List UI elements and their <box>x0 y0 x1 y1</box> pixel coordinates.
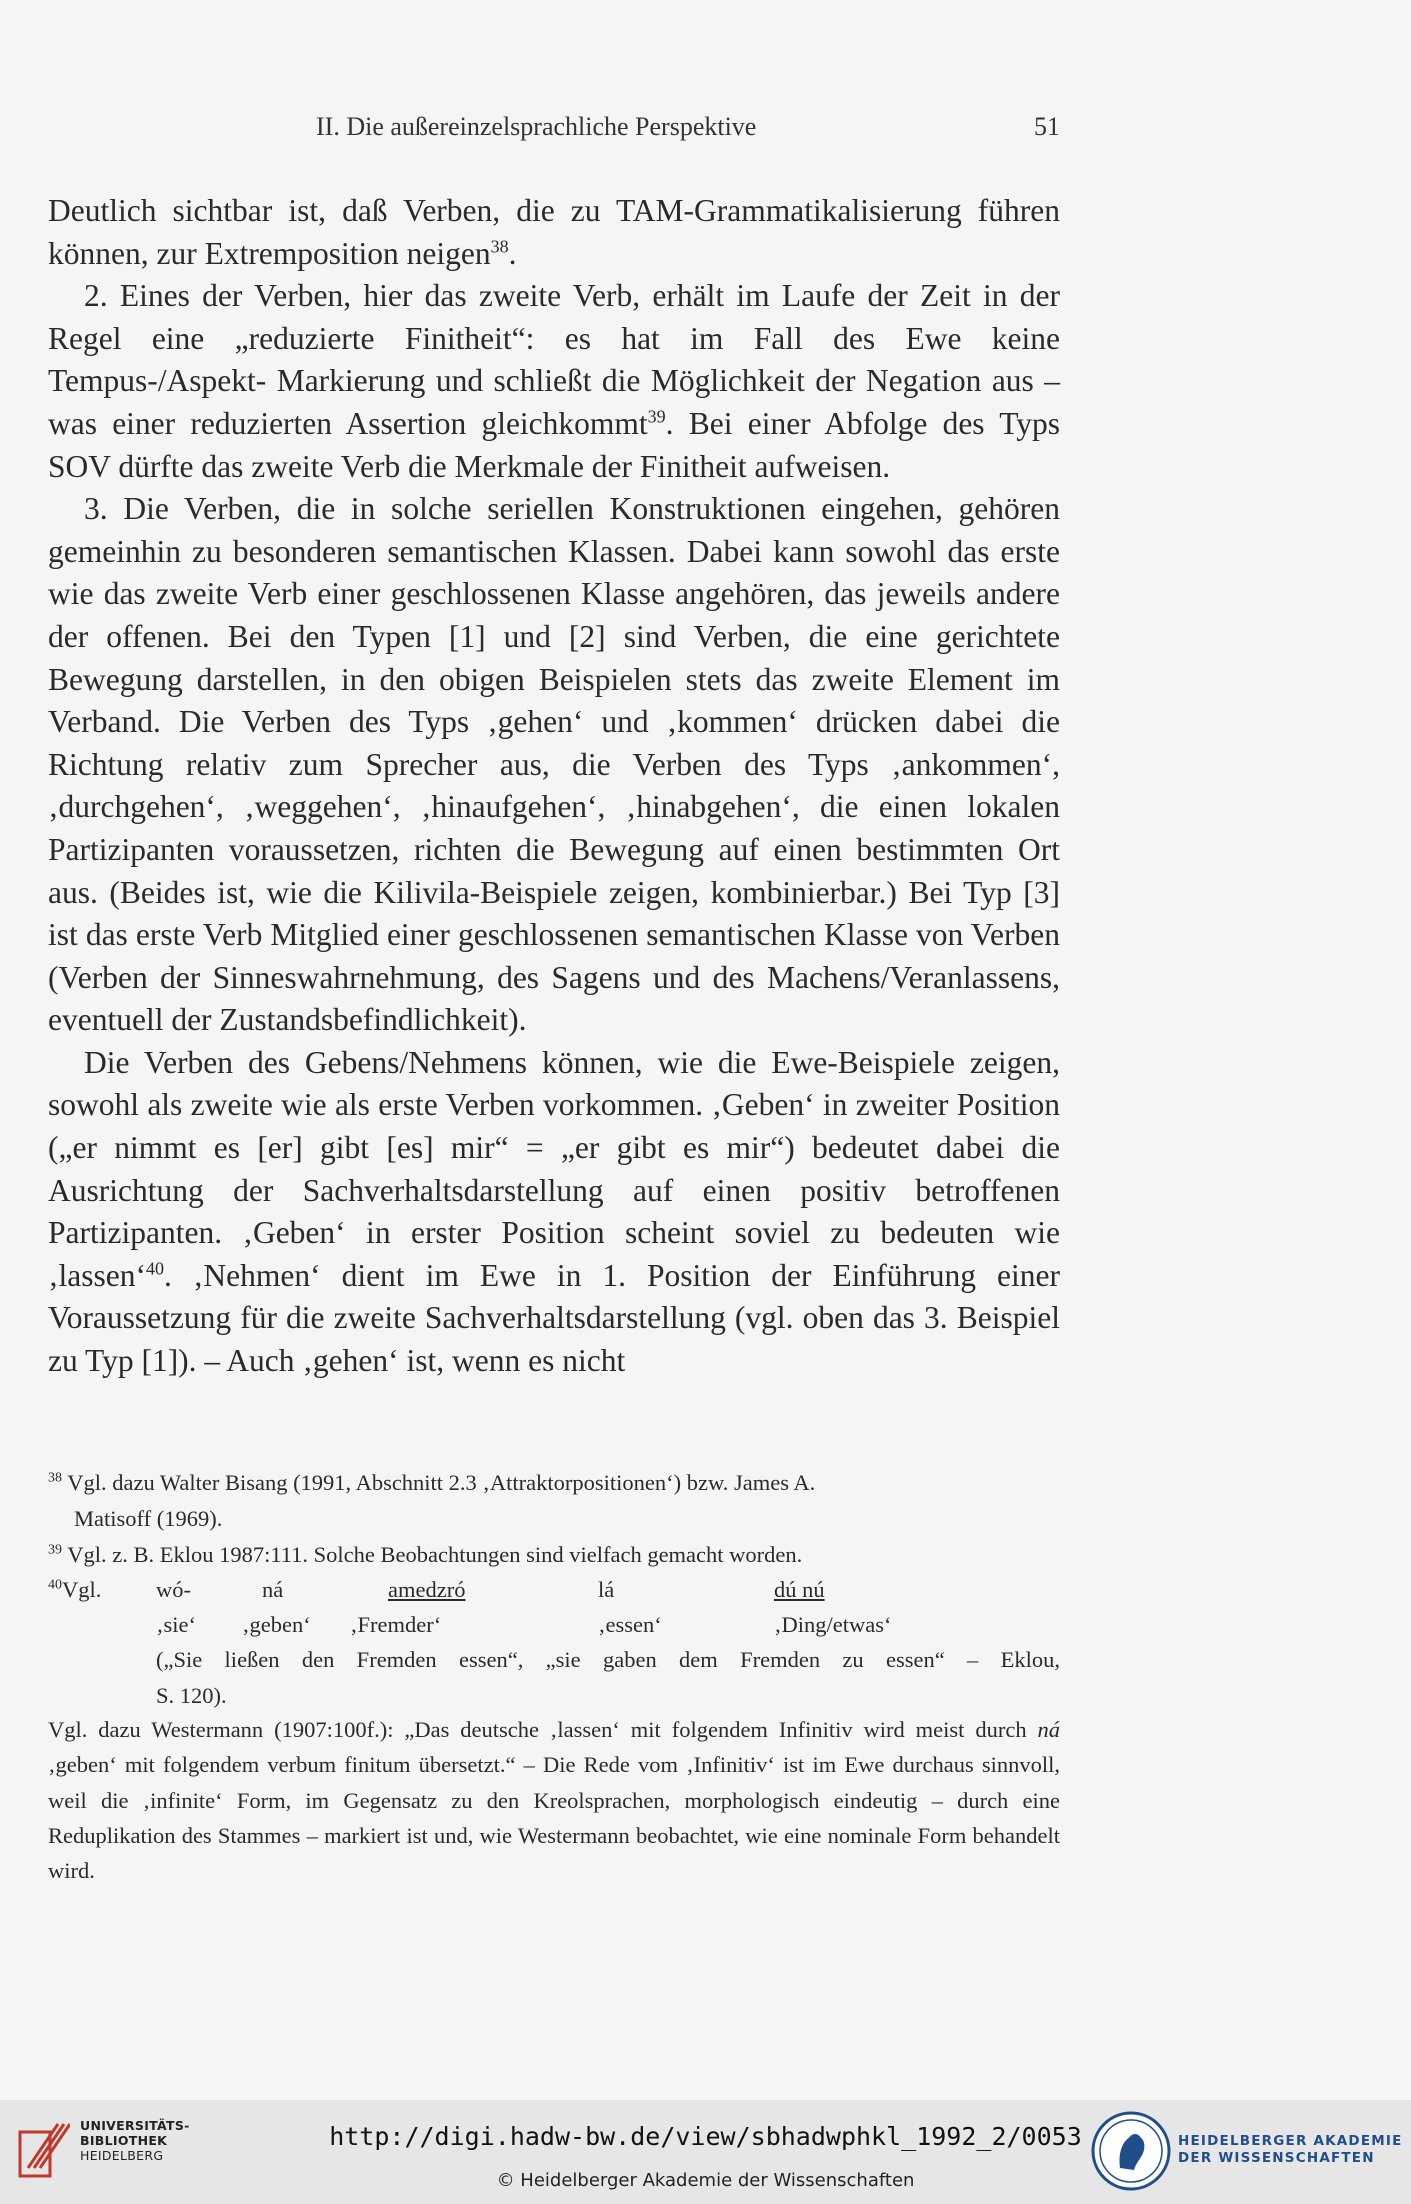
academy-name <box>1178 2133 1403 2167</box>
ewe-word: ná <box>1037 1717 1060 1742</box>
text-run: . ‚Nehmen‘ dient im Ewe in 1. Position der Einführung einer Voraussetzung für die zweite Sachverhaltsdarstellung (vgl. oben das 3. Beispiel zu Typ [1]). – Auch ‚gehen‘ ist, wenn es nicht <box>48 1257 1060 1379</box>
library-name-line: HEIDELBERG <box>80 2148 164 2163</box>
footnote-40 <box>48 1572 1060 1682</box>
footnote-text: Vgl. dazu Walter Bisang (1991, Abschnitt 2.3 ‚Attraktorpositionen‘) bzw. James A. <box>67 1470 816 1495</box>
gloss-translation: ‚sie‘ <box>156 1612 196 1637</box>
gloss-word: ná <box>262 1577 284 1602</box>
text-run: . Bei einer Abfolge des Typs SOV dürfte das zweite Verb die Merkmale der Finitheit aufweisen. <box>48 405 1060 484</box>
footnote-ref[interactable]: 40 <box>145 1258 164 1279</box>
text-run: . <box>508 235 517 271</box>
gloss-translation: ‚Fremder‘ <box>350 1612 442 1637</box>
gloss-free-translation-end <box>48 1678 1060 1714</box>
gloss-translation: ‚geben‘ <box>242 1612 311 1637</box>
gloss-word: dú nú <box>774 1577 825 1602</box>
viewer-footer <box>0 2100 1411 2204</box>
footnote-text: Vgl. <box>62 1577 102 1602</box>
footnote-39 <box>48 1537 1060 1573</box>
gloss-translation-row <box>48 1607 1060 1643</box>
footnote-38 <box>48 1465 1060 1536</box>
paragraph <box>48 190 1060 275</box>
gloss-word: lá <box>598 1577 615 1602</box>
footnote-ref[interactable]: 38 <box>490 236 509 257</box>
main-text <box>48 190 1060 1383</box>
gloss-words-row <box>48 1572 1060 1608</box>
footnote-number: 39 <box>48 1542 62 1558</box>
footnote-text: Vgl. dazu Westermann (1907:100f.): „Das deutsche ‚lassen‘ mit folgendem Infinitiv wird meist durch <box>48 1717 1038 1742</box>
footnote-number: 40 <box>48 1577 62 1593</box>
academy-name-line: HEIDELBERGER AKADEMIE <box>1178 2133 1403 2149</box>
gloss-word: amedzró <box>388 1577 466 1602</box>
page-number: 51 <box>1034 112 1060 141</box>
gloss-translation: ‚Ding/etwas‘ <box>774 1612 892 1637</box>
library-name-line: BIBLIOTHEK <box>80 2133 168 2148</box>
gloss-word: wó- <box>156 1577 191 1602</box>
gloss-translation: ‚essen‘ <box>598 1612 662 1637</box>
paragraph: 3. Die Verben, die in solche seriellen Konstruktionen eingehen, gehören gemeinhin zu besonderen semantischen Klassen. Dabei kann sowohl das erste wie das zweite Verb einer geschlossenen Klasse angehören, das jeweils andere der offenen. Bei den Typen [1] und [2] sind Verben, die eine gerichtete Bewegung darstellen, in den obigen Beispielen stets das zweite Element im Verband. Die Verben des Typs ‚gehen‘ und ‚kommen‘ drücken dabei die Richtung relativ zum Sprecher aus, die Verben des Typs ‚ankommen‘, ‚durchgehen‘, ‚weggehen‘, ‚hinaufgehen‘, ‚hinabgehen‘, die einen lokalen Partizipanten voraussetzen, richten die Bewegung auf einen bestimmten Ort aus. (Beides ist, wie die Kilivila-Beispiele zeigen, kombinierbar.) Bei Typ [3] ist das erste Verb Mitglied einer geschlossenen semantischen Klasse von Verben (Verben der Sinneswahrnehmung, des Sagens und des Machens/Veranlassens, eventuell der Zustandsbefindlichkeit). <box>48 491 1060 1038</box>
text-run: Deutlich sichtbar ist, daß Verben, die zu TAM-Grammatikalisierung führen können, zur Extremposition neigen <box>48 193 1060 271</box>
paragraph <box>48 1042 1060 1383</box>
library-name-line: UNIVERSITÄTS- <box>80 2118 190 2133</box>
copyright-notice: © Heidelberger Akademie der Wissenschaften <box>496 2170 915 2191</box>
permalink-url[interactable]: http://digi.hadw-bw.de/view/sbhadwphkl_1992_2/0053 <box>329 2122 1082 2151</box>
footnote-ref[interactable]: 39 <box>647 406 666 427</box>
footnote-text: Vgl. z. B. Eklou 1987:111. Solche Beobachtungen sind vielfach gemacht worden. <box>67 1542 803 1567</box>
footnote-text: ‚geben‘ mit folgendem verbum finitum übersetzt.“ – Die Rede vom ‚Infinitiv‘ ist im Ewe durchaus sinnvoll, weil die ‚infinite‘ Form, im Gegensatz zu den Kreolsprachen, morphologisch eindeutig – durch eine Reduplikation des Stammes – markiert ist und, wie Westermann beobachtet, wie eine nominale Form behandelt wird. <box>48 1752 1060 1884</box>
running-title: II. Die außereinzelsprachliche Perspektive <box>316 112 757 141</box>
academy-seal-icon[interactable] <box>1090 2110 1172 2192</box>
footnote-text: Matisoff (1969). <box>74 1505 223 1531</box>
footnote-40-commentary <box>48 1712 1060 1888</box>
text-run: 2. Eines der Verben, hier das zweite Verb, erhält im Laufe der Zeit in der Regel eine „reduzierte Finitheit“: es hat im Fall des Ewe keine Tempus-/Aspekt- Markierung und schließt die Möglichkeit der Negation aus – was einer reduzierten Assertion gleichkommt <box>48 278 1060 441</box>
running-header <box>48 112 1060 148</box>
gloss-free-translation: („Sie ließen den Fremden essen“, „sie gaben dem Fremden zu essen“ – Eklou, <box>156 1647 1060 1672</box>
paragraph <box>48 275 1060 488</box>
footnote-number: 38 <box>48 1470 62 1486</box>
footnote-text: S. 120). <box>156 1683 227 1708</box>
text-run: Die Verben des Gebens/Nehmens können, wie die Ewe-Beispiele zeigen, sowohl als zweite wie als erste Verben vorkommen. ‚Geben‘ in zweiter Position („er nimmt es [er] gibt [es] mir“ = „er gibt es mir“) bedeutet dabei die Ausrichtung der Sachverhaltsdarstellung auf einen positiv betroffenen Partizipanten. ‚Geben‘ in erster Position scheint soviel zu bedeuten wie ‚lassen‘ <box>48 1044 1060 1293</box>
academy-name-line: DER WISSENSCHAFTEN <box>1178 2150 1375 2166</box>
